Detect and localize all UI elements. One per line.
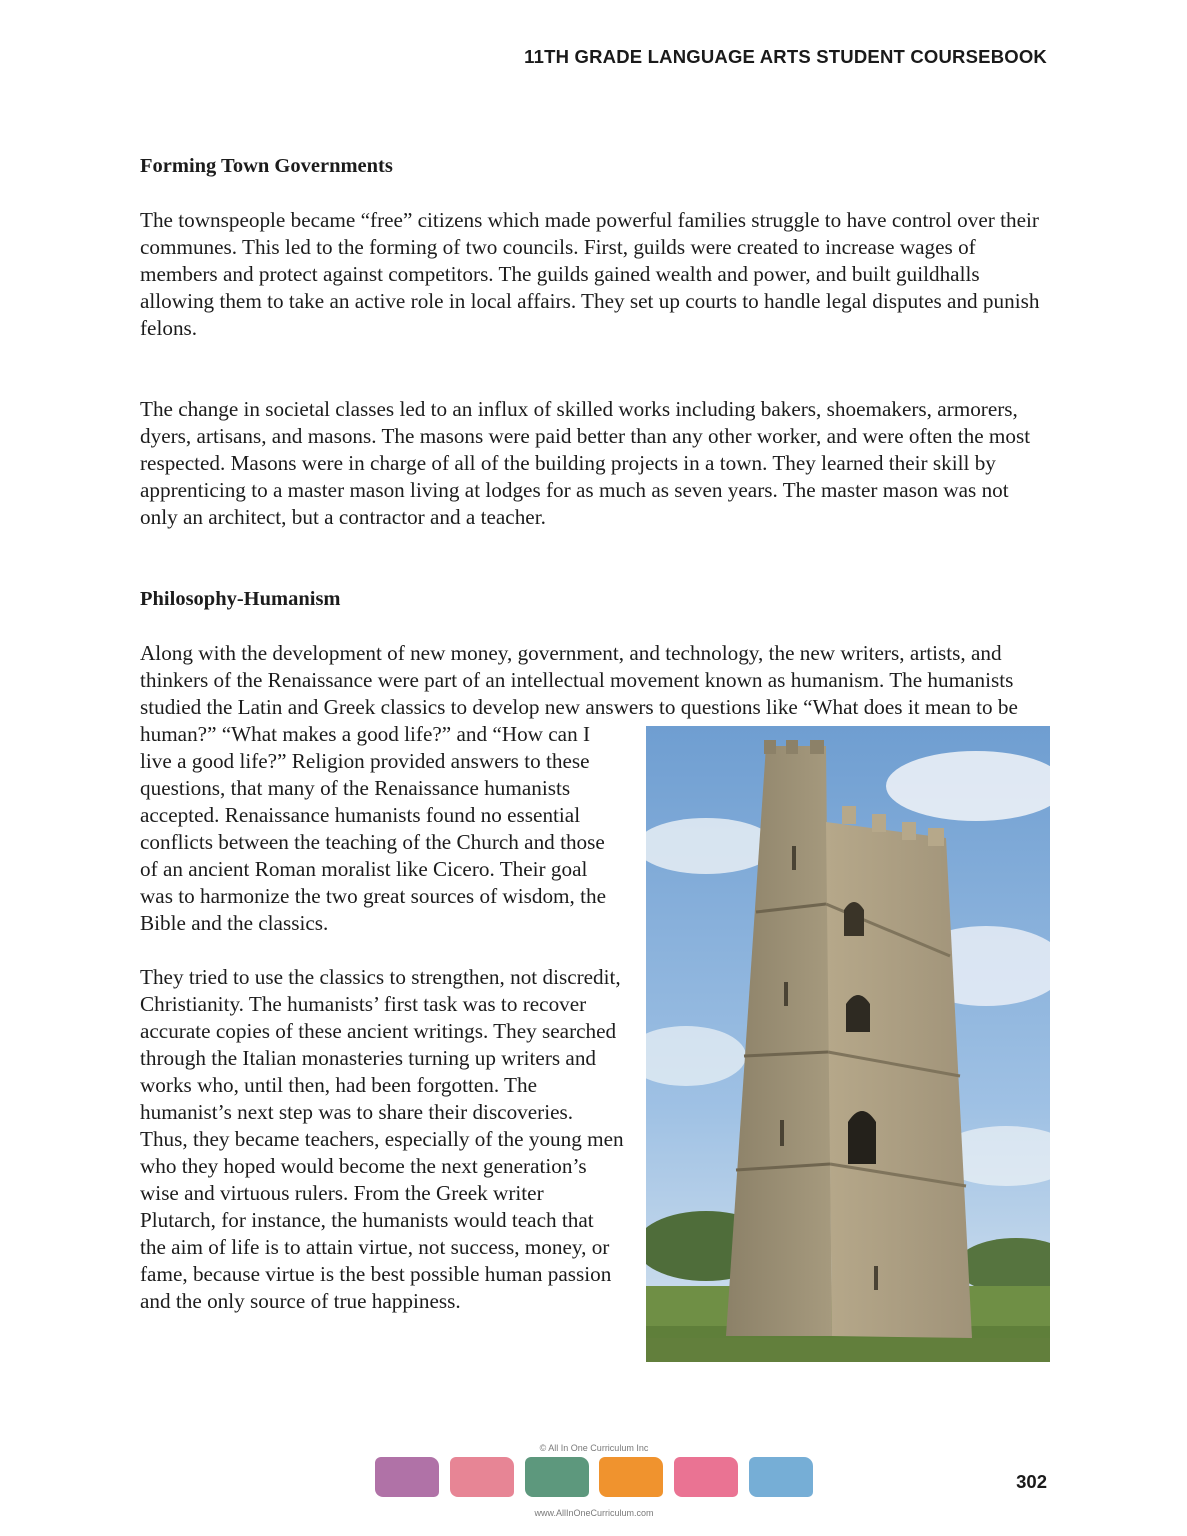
color-swatch-strip bbox=[375, 1457, 813, 1499]
site-url: www.AllInOneCurriculum.com bbox=[534, 1508, 654, 1518]
paragraph-humanists-task: They tried to use the classics to strengthen, not discredit, Christianity. The humanists’ first task was to recover accurate copies of these ancient writings. They searched through the Italian monasteries turning up writers and works who, until then, had been forgotten. The humanist’s next step was to share their discoveries. Thus, they became teachers, especially of the young men who they hoped would become the next generation’s wise and virtuous rulers. From the Greek writer Plutarch, for instance, the humanists would teach that the aim of life is to attain virtue, not success, money, or fame, because virtue is the best possible human passion and the only source of true happiness. bbox=[140, 965, 624, 1313]
running-header: 11TH GRADE LANGUAGE ARTS STUDENT COURSEBOOK bbox=[524, 46, 1047, 67]
swatch-green bbox=[525, 1457, 589, 1497]
stone-tower-photo bbox=[646, 726, 1050, 1362]
swatch-blue bbox=[749, 1457, 813, 1497]
swatch-orange bbox=[599, 1457, 663, 1497]
humanism-text-block bbox=[140, 640, 1050, 1315]
swatch-purple bbox=[375, 1457, 439, 1497]
section-heading-humanism: Philosophy-Humanism bbox=[140, 588, 341, 610]
page-number: 302 bbox=[1016, 1471, 1047, 1492]
swatch-pink bbox=[450, 1457, 514, 1497]
footer-branding bbox=[375, 1442, 813, 1519]
paragraph-skilled-workers: The change in societal classes led to an influx of skilled works including bakers, shoemakers, armorers, dyers, artisans, and masons. The masons were paid better than any other worker, and were often the most respected. Masons were in charge of all of the building projects in a town. They learned their skill by apprenticing to a master mason living at lodges for as much as seven years. The master mason was not only an architect, but a contractor and a teacher. bbox=[140, 397, 1031, 529]
swatch-rose bbox=[674, 1457, 738, 1497]
stone-tower-image bbox=[646, 726, 1050, 1362]
paragraph-councils: The townspeople became “free” citizens which made powerful families struggle to have control over their communes. This led to the forming of two councils. First, guilds were created to increase wages of members and protect against competitors. The guilds gained wealth and power, and built guildhalls allowing them to take an active role in local affairs. They set up courts to handle legal disputes and punish felons. bbox=[140, 208, 1040, 340]
page-content bbox=[140, 152, 1050, 1368]
section-heading-town-governments: Forming Town Governments bbox=[140, 155, 393, 177]
paragraph-humanism-intro: Along with the development of new money, government, and technology, the new writers, artists, and thinkers of the Renaissance were part of an intellectual movement known as humanism. The humanists studied the Latin and Greek classics to develop new answers to questions like “What does it mean to be human?” “What makes a good life?” and “How can I live a good life?” Religion provided answers to these questions, that many of the Renaissance humanists accepted. Renaissance humanists found no essential conflicts between the teaching of the Church and those of an ancient Roman moralist like Cicero. Their goal was to harmonize the two great sources of wisdom, the Bible and the classics. bbox=[140, 641, 1018, 935]
copyright-notice: © All In One Curriculum Inc bbox=[539, 1443, 649, 1453]
